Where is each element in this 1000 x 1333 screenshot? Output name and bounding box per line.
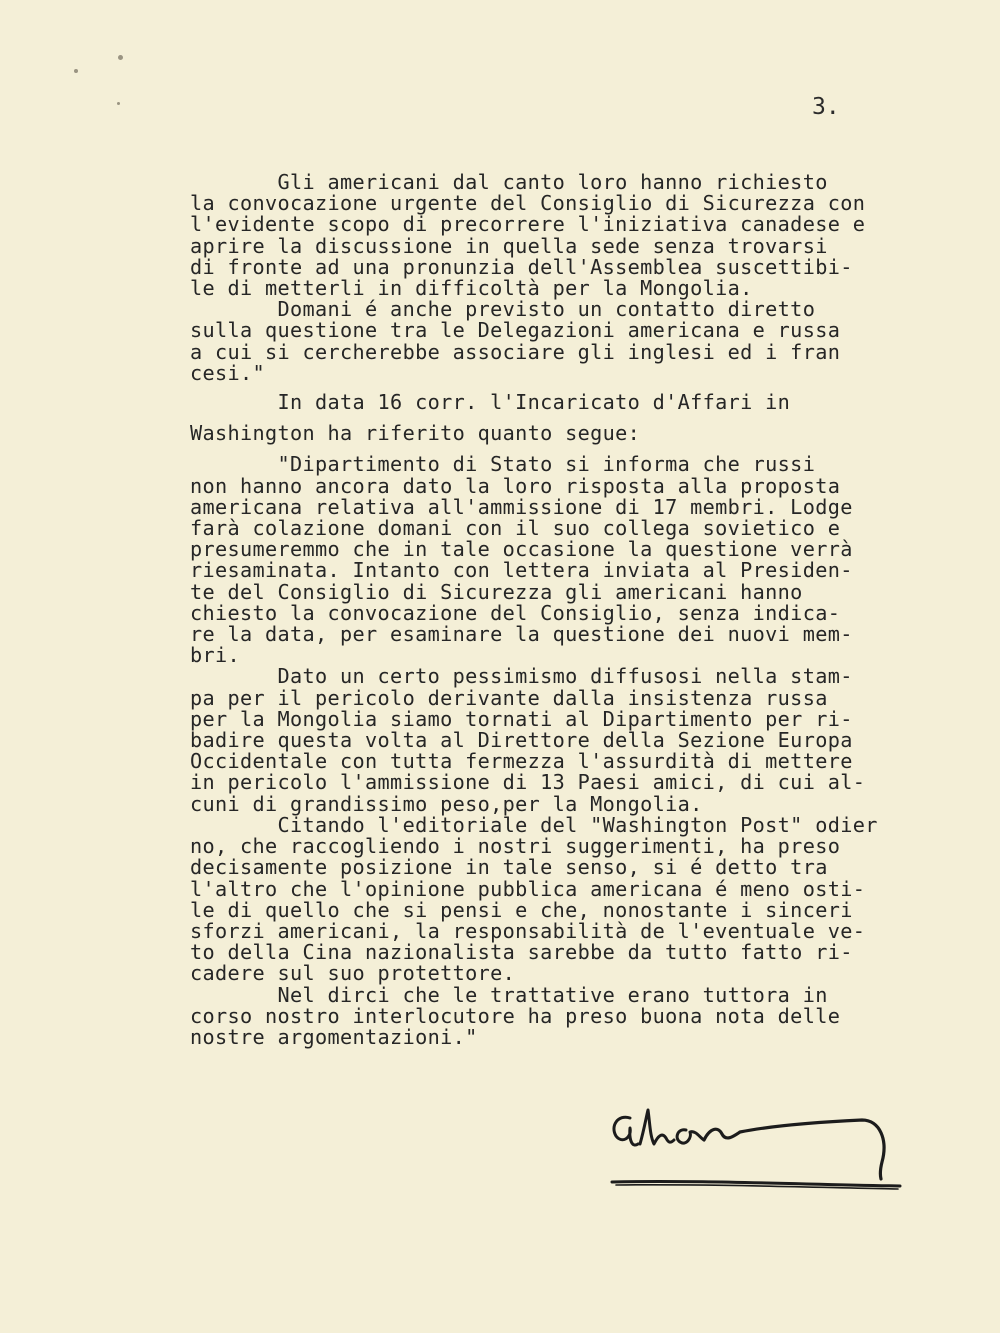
paper-speck (118, 55, 123, 60)
paper-speck (117, 102, 120, 105)
letter-body (190, 172, 950, 1048)
paragraph-dipartimento-quote: "Dipartimento di Stato si informa che russi non hanno ancora dato la loro risposta alla proposta americana relativa all'ammissione di 17 membri. Lodge farà colazione domani con il suo collega sovietico e presumeremmo che in tale occasione la questione verrà riesaminata. Intanto con lettera inviata al Presiden- te del Consiglio di Sicurezza gli americani hanno chiesto la convocazione del Consiglio, senza indica- re la data, per esaminare la questione dei nuovi mem- bri. Dato un certo pessimismo diffusosi nella stam- pa per il pericolo derivante dalla insistenza russa per la Mongolia siamo tornati al Dipartimento per ri- badire questa volta al Direttore della Sezione Europa Occidentale con tutta fermezza l'assurdità di mettere in pericolo l'ammissione di 13 Paesi amici, di cui al- cuni di grandissimo peso,per la Mongolia. Citando l'editoriale del "Washington Post" odier no, che raccogliendo i nostri suggerimenti, ha preso decisamente posizione in tale senso, si é detto tra l'altro che l'opinione pubblica americana é meno osti- le di quello che si pensi e che, nonostante i sinceri sforzi americani, la responsabilità de l'eventuale ve- to della Cina nazionalista sarebbe da tutto fatto ri- cadere sul suo protettore. Nel dirci che le trattative erano tuttora in corso nostro interlocutore ha preso buona nota delle nostre argomentazioni." (190, 452, 878, 1049)
page-number: 3. (812, 94, 840, 120)
paragraph-washington: Washington ha riferito quanto segue: (190, 421, 641, 446)
paragraph-convocazione: Gli americani dal canto loro hanno richiesto la convocazione urgente del Consiglio di Sicurezza con l'evidente scopo di precorrere l'iniziativa canadese e aprire la discussione in quella sede senza trovarsi di fronte ad una pronunzia dell'Assemblea suscettibi- le di metterli in difficoltà per la Mongolia. Domani é anche previsto un contatto diretto sulla questione tra le Delegazioni americana e russa a cui si cercherebbe associare gli inglesi ed i fran cesi." (190, 170, 866, 385)
handwritten-signature (600, 1100, 920, 1210)
paragraph-incaricato: In data 16 corr. l'Incaricato d'Affari in (190, 390, 791, 415)
paper-speck (74, 69, 78, 73)
